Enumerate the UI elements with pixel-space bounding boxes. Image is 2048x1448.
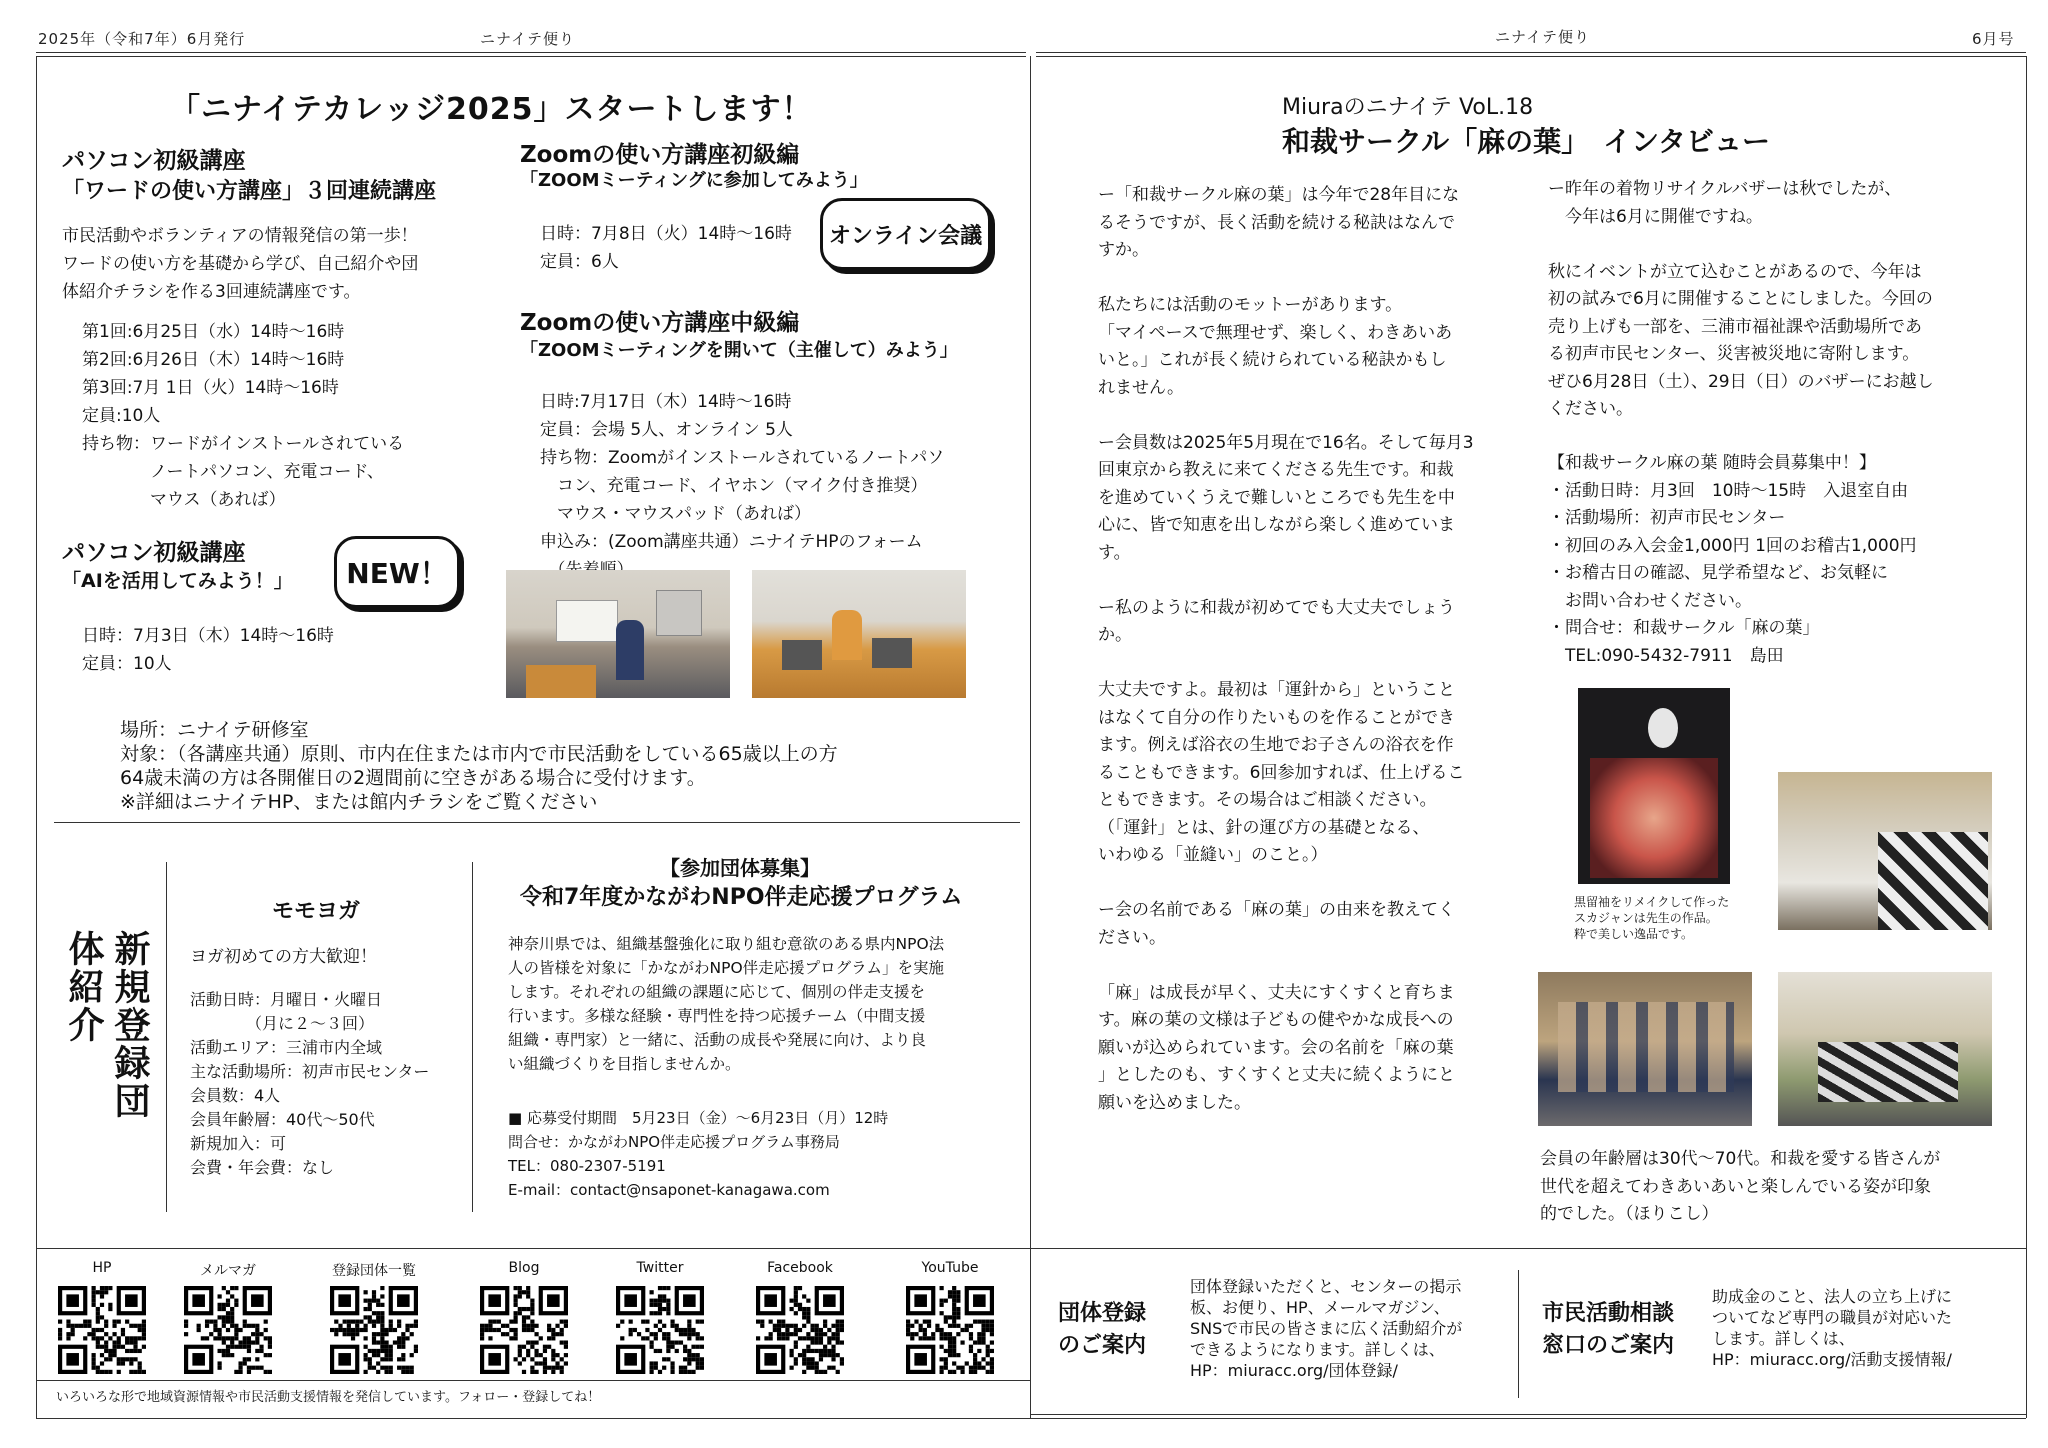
course1-description: 市民活動やボランティアの情報発信の第一歩！ ワードの使い方を基礎から学び、自己紹介や団 体紹介チラシを作る3回連続講座です。: [62, 226, 419, 302]
header-rule-right: [1036, 52, 2026, 53]
header-rule-left-2: [36, 56, 1026, 57]
npo-contact: ■ 応募受付期間 5月23日（金）～6月23日（月）12時 問合せ：かながわNPO伴走応援プログラム事務局 TEL：080-2307-5191 E-mail：contact@nsaponet-kanagawa.com: [508, 1109, 889, 1199]
interview-title: 和裁サークル「麻の葉」 インタビュー: [1282, 125, 1771, 158]
qr-label-twitter: Twitter: [636, 1260, 684, 1276]
classroom-photo-1: [506, 570, 730, 698]
classroom-photo-2: [752, 570, 966, 698]
consultation-body: 助成金のこと、法人の立ち上げに ついてなど専門の職員が対応いた します。詳しくは、 HP：miuracc.org/活動支援情報/: [1712, 1287, 1953, 1369]
newsletter-name-right: ニナイテ便り: [1495, 28, 1590, 46]
interview-column-2: ー昨年の着物リサイクルバザーは秋でしたが、 今年は6月に開催ですね。 秋にイベントが立て込むことがあるので、今年は 初の試みで6月に開催することにしました。今回の 売り上げも一部を、三浦市福祉課や活動場所であ る初声市民センター、災害被災地に寄附します。 ぜひ6月28日（土）、29日（日）のバザーにお越し ください。: [1548, 179, 1934, 419]
links-bottom-rule: [36, 1380, 1030, 1381]
zoom2-title: Zoomの使い方講座中級編: [520, 310, 800, 336]
course1-subtitle: 「ワードの使い方講座」３回連続講座: [62, 179, 437, 204]
sewing-room-photo: [1778, 772, 1992, 930]
group-members-photo: [1538, 972, 1752, 1126]
header-rule-left: [36, 52, 1026, 53]
section-divider-left: [54, 822, 1020, 823]
qr-code-hp[interactable]: [58, 1286, 146, 1374]
kimono-jacket-photo: [1578, 688, 1730, 884]
online-meeting-badge-label: オンライン会議: [828, 223, 983, 249]
newsletter-name-left: ニナイテ便り: [480, 30, 575, 48]
common-info: 場所：ニナイテ研修室 対象：（各講座共通）原則、市内在住または市内で市民活動をしている65歳以上の方 64歳未満の方は各開催日の2週間前に空きがある場合に受付けます。 ※詳細はニナイテHP、または館内チラシをご覧ください: [120, 719, 838, 813]
npo-body: 神奈川県では、組織基盤強化に取り組む意欲のある県内NPO法 人の皆様を対象に「かながわNPO伴走応援プログラム」を実施 します。それぞれの組織の課題に応じて、個別の伴走支援を 行います。多様な経験・専門性を持つ応援チーム（中間支援 組織・専門家）と一緒に、活動の成長や発展に向け、より良 い組織づくりを目指しませんか。: [508, 935, 945, 1073]
registration-body: 団体登録いただくと、センターの掲示 板、お便り、HP、メールマガジン、 SNSで市民の皆さまに広く活動紹介が できるようになります。詳しくは、 HP：miuracc.org/団体登録/: [1190, 1277, 1463, 1380]
course2-title: パソコン初級講座: [62, 540, 246, 566]
interview-series: Miuraのニナイテ VoL.18: [1282, 95, 1534, 120]
new-group-divider: [166, 862, 167, 1212]
frame-right: [2026, 56, 2027, 1418]
npo-divider: [472, 862, 473, 1212]
course1-details: 第1回:6月25日（水）14時～16時 第2回:6月26日（木）14時～16時 第3回:7月 1日（火）14時～16時 定員:10人 持ち物：ワードがインストールされている ノートパソコン、充電コード、 マウス（あれば）: [82, 322, 405, 510]
qr-code-group-list[interactable]: [330, 1286, 418, 1374]
footer-right-top-rule: [1030, 1248, 2026, 1249]
group-tagline: ヨガ初めての方大歓迎！: [190, 947, 377, 967]
zoom1-title: Zoomの使い方講座初級編: [520, 142, 800, 168]
issue-date: 2025年（令和7年）6月発行: [38, 30, 246, 48]
sewing-class-photo: [1778, 972, 1992, 1126]
header-rule-right-2: [1036, 56, 2026, 57]
qr-code-blog[interactable]: [480, 1286, 568, 1374]
qr-label-blog: Blog: [508, 1260, 540, 1276]
qr-code-twitter[interactable]: [616, 1286, 704, 1374]
online-meeting-badge: [820, 198, 991, 270]
new-badge-label: NEW！: [346, 557, 448, 590]
consultation-title: 市民活動相談 窓口のご案内: [1542, 1301, 1675, 1358]
group-name: モモヨガ: [272, 899, 361, 924]
links-footer-text: いろいろな形で地域資源情報や市民活動支援情報を発信しています。フォロー・登録してね！: [56, 1390, 601, 1405]
zoom1-details: 日時：7月8日（火）14時～16時 定員：6人: [540, 224, 792, 272]
qr-label-mailmagazine: メルマガ: [200, 1263, 256, 1279]
group-details: 活動日時：月曜日・火曜日 （月に２～３回） 活動エリア：三浦市内全域 主な活動場所：初声市民センター 会員数：4人 会員年齢層：40代～50代 新規加入：可 会費・年会費：なし: [190, 990, 430, 1177]
npo-title-2: 令和7年度かながわNPO伴走応援プログラム: [520, 885, 963, 910]
new-group-vertical-label: 新規登録団体紹介: [63, 930, 150, 1120]
zoom2-subtitle: 「ZOOMミーティングを開いて（主催して）みよう」: [520, 340, 958, 361]
zoom1-subtitle: 「ZOOMミーティングに参加してみよう」: [520, 170, 868, 191]
qr-code-facebook[interactable]: [756, 1286, 844, 1374]
course2-details: 日時：7月3日（木）14時～16時 定員：10人: [82, 626, 334, 674]
qr-code-youtube[interactable]: [906, 1286, 994, 1374]
qr-label-hp: HP: [92, 1260, 112, 1276]
new-badge: [334, 536, 460, 608]
qr-label-group-list: 登録団体一覧: [332, 1263, 416, 1279]
frame-center: [1030, 56, 1031, 1418]
zoom2-details: 日時:7月17日（木）14時～16時 定員：会場 5人、オンライン 5人 持ち物：Zoomがインストールされているノートパソ コン、充電コード、イヤホン（マイク付き推奨） マウス・マウスパッド（あれば） 申込み：(Zoom講座共通）ニナイテHPのフォーム: [540, 392, 945, 552]
qr-label-youtube: YouTube: [921, 1260, 979, 1276]
links-top-rule: [36, 1248, 1030, 1249]
footer-right-bottom-rule: [1030, 1414, 2026, 1415]
registration-title: 団体登録 のご案内: [1058, 1301, 1147, 1358]
college-title: 「ニナイテカレッジ2025」スタートします！: [170, 92, 813, 127]
course2-subtitle: 「AIを活用してみよう！」: [62, 570, 293, 592]
frame-bottom: [36, 1418, 2026, 1419]
issue-month: 6月号: [1972, 30, 2015, 48]
recruit-info: 【和裁サークル麻の葉 随時会員募集中！】 ・活動日時：月3回 10時～15時 入退室自由 ・活動場所：初声市民センター ・初回のみ入会金1,000円 1回のお稽古1,000円 ・お稽古日の確認、見学希望など、お気軽に お問い合わせください。 ・問合せ：和裁サークル「麻の葉」 TEL:090-5432-7911 島田: [1548, 453, 1917, 666]
qr-code-mailmagazine[interactable]: [184, 1286, 272, 1374]
qr-label-facebook: Facebook: [767, 1260, 833, 1276]
course1-title: パソコン初級講座: [62, 148, 246, 174]
frame-left: [36, 56, 37, 1418]
interview-column-1: ー「和裁サークル麻の葉」は今年で28年目にな るそうですが、長く活動を続ける秘訣はなんで すか。 私たちには活動のモットーがあります。 「マイペースで無理せず、楽しく、わきあいあ いと。」これが長く続けられている秘訣かもし れません。 ー会員数は2025年5月現在で16名。そして毎月3 回東京から教えに来てくださる先生です。和裁 を進めていくうえで難しいところでも先生を中 心に、皆で知恵を出しながら楽しく進めていま す。 ー私のように和裁が初めてでも大丈夫でしょう か。 大丈夫ですよ。最初は「運針から」ということ はなくて自分の作りたいものを作ることができ ます。例えば浴衣の生地でお子さんの浴衣を作 ることもできます。6回参加すれば、仕上げるこ ともできます。その場合はご相談ください。 （「運針」とは、針の運び方の基礎となる、 いわゆる「並縫い」のこと。） ー会の名前である「麻の葉」の由来を教えてく ださい。 「麻」は成長が早く、丈夫にすくすくと育ちま す。麻の葉の文様は子どもの健やかな成長への 願いが込められています。会の名前を「麻の葉 」としたのも、すくすくと丈夫に続くようにと 願いを込めました。: [1098, 185, 1474, 1113]
interview-closing: 会員の年齢層は30代～70代。和裁を愛する皆さんが 世代を超えてわきあいあいと楽しんでいる姿が印象 的でした。（ほりこし）: [1540, 1149, 1941, 1224]
npo-title-1: 【参加団体募集】: [660, 856, 820, 880]
footer-right-divider: [1518, 1270, 1519, 1398]
kimono-caption: 黒留袖をリメイクして作った スカジャンは先生の作品。 粋で美しい逸品です。: [1574, 895, 1730, 941]
